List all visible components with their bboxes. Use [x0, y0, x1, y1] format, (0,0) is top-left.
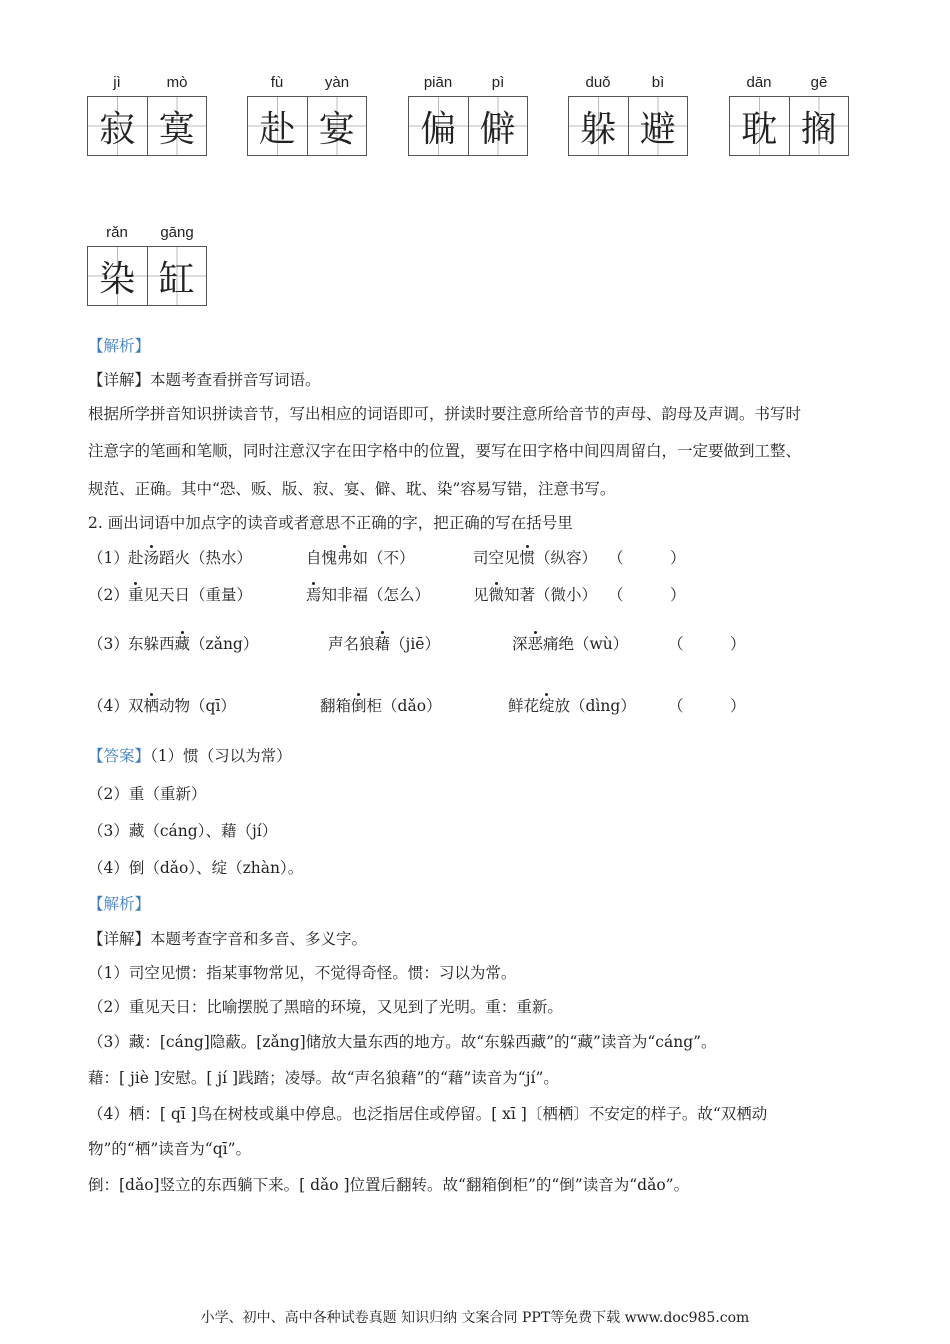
pinyin-word-2 [247, 74, 367, 156]
dotted-char: 绽 [539, 697, 555, 715]
analysis-line: 倒：[dǎo]竖立的东西躺下来。[ dǎo ]位置后翻转。故“翻箱倒柜”的“倒”读音为“dǎo”。 [88, 1176, 690, 1194]
tianzige-cell: 宴 [307, 97, 367, 155]
tianzige-cell: 寂 [88, 97, 147, 155]
analysis-line: （2）重见天日：比喻摆脱了黑暗的环境，又见到了光明。重：重新。 [88, 998, 563, 1016]
pinyin-word-6 [87, 224, 207, 306]
answer-line: （4）倒（dǎo）、绽（zhàn）。 [88, 859, 304, 877]
tianzige-cell: 寞 [147, 97, 207, 155]
word-item: 翻箱倒柜（dǎo） [320, 697, 442, 715]
word-item: 赴汤蹈火（热水） [128, 549, 253, 567]
analysis-line: 注意字的笔画和笔顺，同时注意汉字在田字格中的位置，要写在田字格中间四周留白，一定要做到工整、 [88, 442, 802, 460]
analysis-detail: 【详解】本题考查看拼音写词语。 [88, 371, 321, 389]
word-item: 焉知非福（怎么） [306, 586, 431, 604]
dotted-char: 汤 [143, 549, 160, 567]
tianzige-cell: 避 [628, 97, 688, 155]
row-number: （3） [88, 635, 129, 653]
pinyin: duǒ [585, 74, 611, 91]
tianzige-cell: 赴 [248, 97, 307, 155]
word-item: 东躲西藏（zǎng） [128, 635, 259, 653]
word-item: 见微知著（微小） [473, 586, 598, 604]
analysis-line: 根据所学拼音知识拼读音节，写出相应的词语即可，拼读时要注意所给音节的声母、韵母及声调。书写时 [88, 405, 802, 423]
dotted-char: 恶 [527, 635, 544, 653]
answer-blank[interactable]: （ ） [608, 549, 686, 567]
dotted-char: 藉 [374, 635, 391, 653]
pinyin-word-3 [408, 74, 528, 156]
word-item: 重见天日（重量） [128, 586, 253, 604]
pinyin: piān [423, 74, 453, 91]
pinyin: rǎn [106, 224, 128, 241]
pinyin: pì [491, 74, 505, 91]
answer-blank[interactable]: （ ） [668, 697, 746, 715]
analysis-detail: 【详解】本题考查字音和多音、多义字。 [88, 930, 368, 948]
tianzige-cell: 染 [88, 247, 147, 305]
tianzige-cell: 搁 [789, 97, 849, 155]
word-item: 鲜花绽放（dìng） [508, 697, 636, 715]
tianzige-cell: 耽 [730, 97, 789, 155]
pinyin-word-5 [729, 74, 849, 156]
tianzige-cell: 僻 [468, 97, 528, 155]
question-title: 2. 画出词语中加点字的读音或者意思不正确的字，把正确的写在括号里 [88, 514, 573, 532]
analysis-tag: 【解析】 [88, 895, 151, 913]
row-number: （1） [88, 549, 129, 567]
dotted-char: 焉 [306, 586, 322, 604]
answer-tag: 【答案】 [88, 747, 151, 765]
pinyin: yàn [324, 74, 350, 91]
pinyin: fù [270, 74, 284, 91]
answer-line: （3）藏（cáng）、藉（jí） [88, 822, 278, 840]
pinyin: bì [651, 74, 665, 91]
analysis-line: （3）藏：[cáng]隐蔽。[zǎng]储放大量东西的地方。故“东躲西藏”的“藏”读音为“cáng”。 [88, 1033, 717, 1051]
page-footer: 小学、初中、高中各种试卷真题 知识归纳 文案合同 PPT等免费下载 www.doc985.com [200, 1310, 750, 1326]
answer-blank[interactable]: （ ） [608, 586, 686, 604]
word-item: 双栖动物（qī） [128, 697, 236, 715]
pinyin: mò [166, 74, 188, 91]
tianzige-cell: 偏 [409, 97, 468, 155]
answer-blank[interactable]: （ ） [668, 635, 746, 653]
row-number: （2） [88, 586, 129, 604]
word-item: 司空见惯（纵容） [473, 549, 598, 567]
pinyin: jì [113, 74, 121, 91]
word-item: 声名狼藉（jiē） [328, 635, 440, 653]
pinyin-word-1 [87, 74, 207, 156]
word-item: 深恶痛绝（wù） [512, 635, 629, 653]
analysis-line: 规范、正确。其中“恐、贩、版、寂、宴、僻、耽、染”容易写错，注意书写。 [88, 480, 616, 498]
pinyin: gāng [160, 224, 194, 241]
analysis-line: （1）司空见惯：指某事物常见，不觉得奇怪。惯：习以为常。 [88, 964, 517, 982]
dotted-char: 重 [128, 586, 144, 604]
pinyin-word-4 [568, 74, 688, 156]
analysis-tag: 【解析】 [88, 337, 151, 355]
row-number: （4） [88, 697, 129, 715]
dotted-char: 倒 [351, 697, 367, 715]
dotted-char: 微 [488, 586, 505, 604]
dotted-char: 藏 [174, 635, 191, 653]
tianzige-cell: 缸 [147, 247, 207, 305]
answer-line: （2）重（重新） [88, 785, 207, 803]
pinyin: gē [810, 74, 828, 91]
analysis-line: （4）栖：[ qī ]鸟在树枝或巢中停息。也泛指居住或停留。[ xī ]〔栖栖〕不安定的样子。故“双栖动 [88, 1105, 768, 1123]
dotted-char: 弗 [337, 549, 353, 567]
analysis-line: 藉：[ jiè ]安慰。[ jí ]践踏；凌辱。故“声名狼藉”的“藉”读音为“jí”。 [88, 1069, 559, 1087]
tianzige-cell: 躲 [569, 97, 628, 155]
dotted-char: 栖 [143, 697, 160, 715]
pinyin: dān [746, 74, 772, 91]
word-item: 自愧弗如（不） [306, 549, 415, 567]
dotted-char: 惯 [519, 549, 536, 567]
answer-line: 【答案】（1）惯（习以为常） [88, 747, 292, 765]
analysis-line: 物”的“栖”读音为“qī”。 [88, 1140, 252, 1158]
